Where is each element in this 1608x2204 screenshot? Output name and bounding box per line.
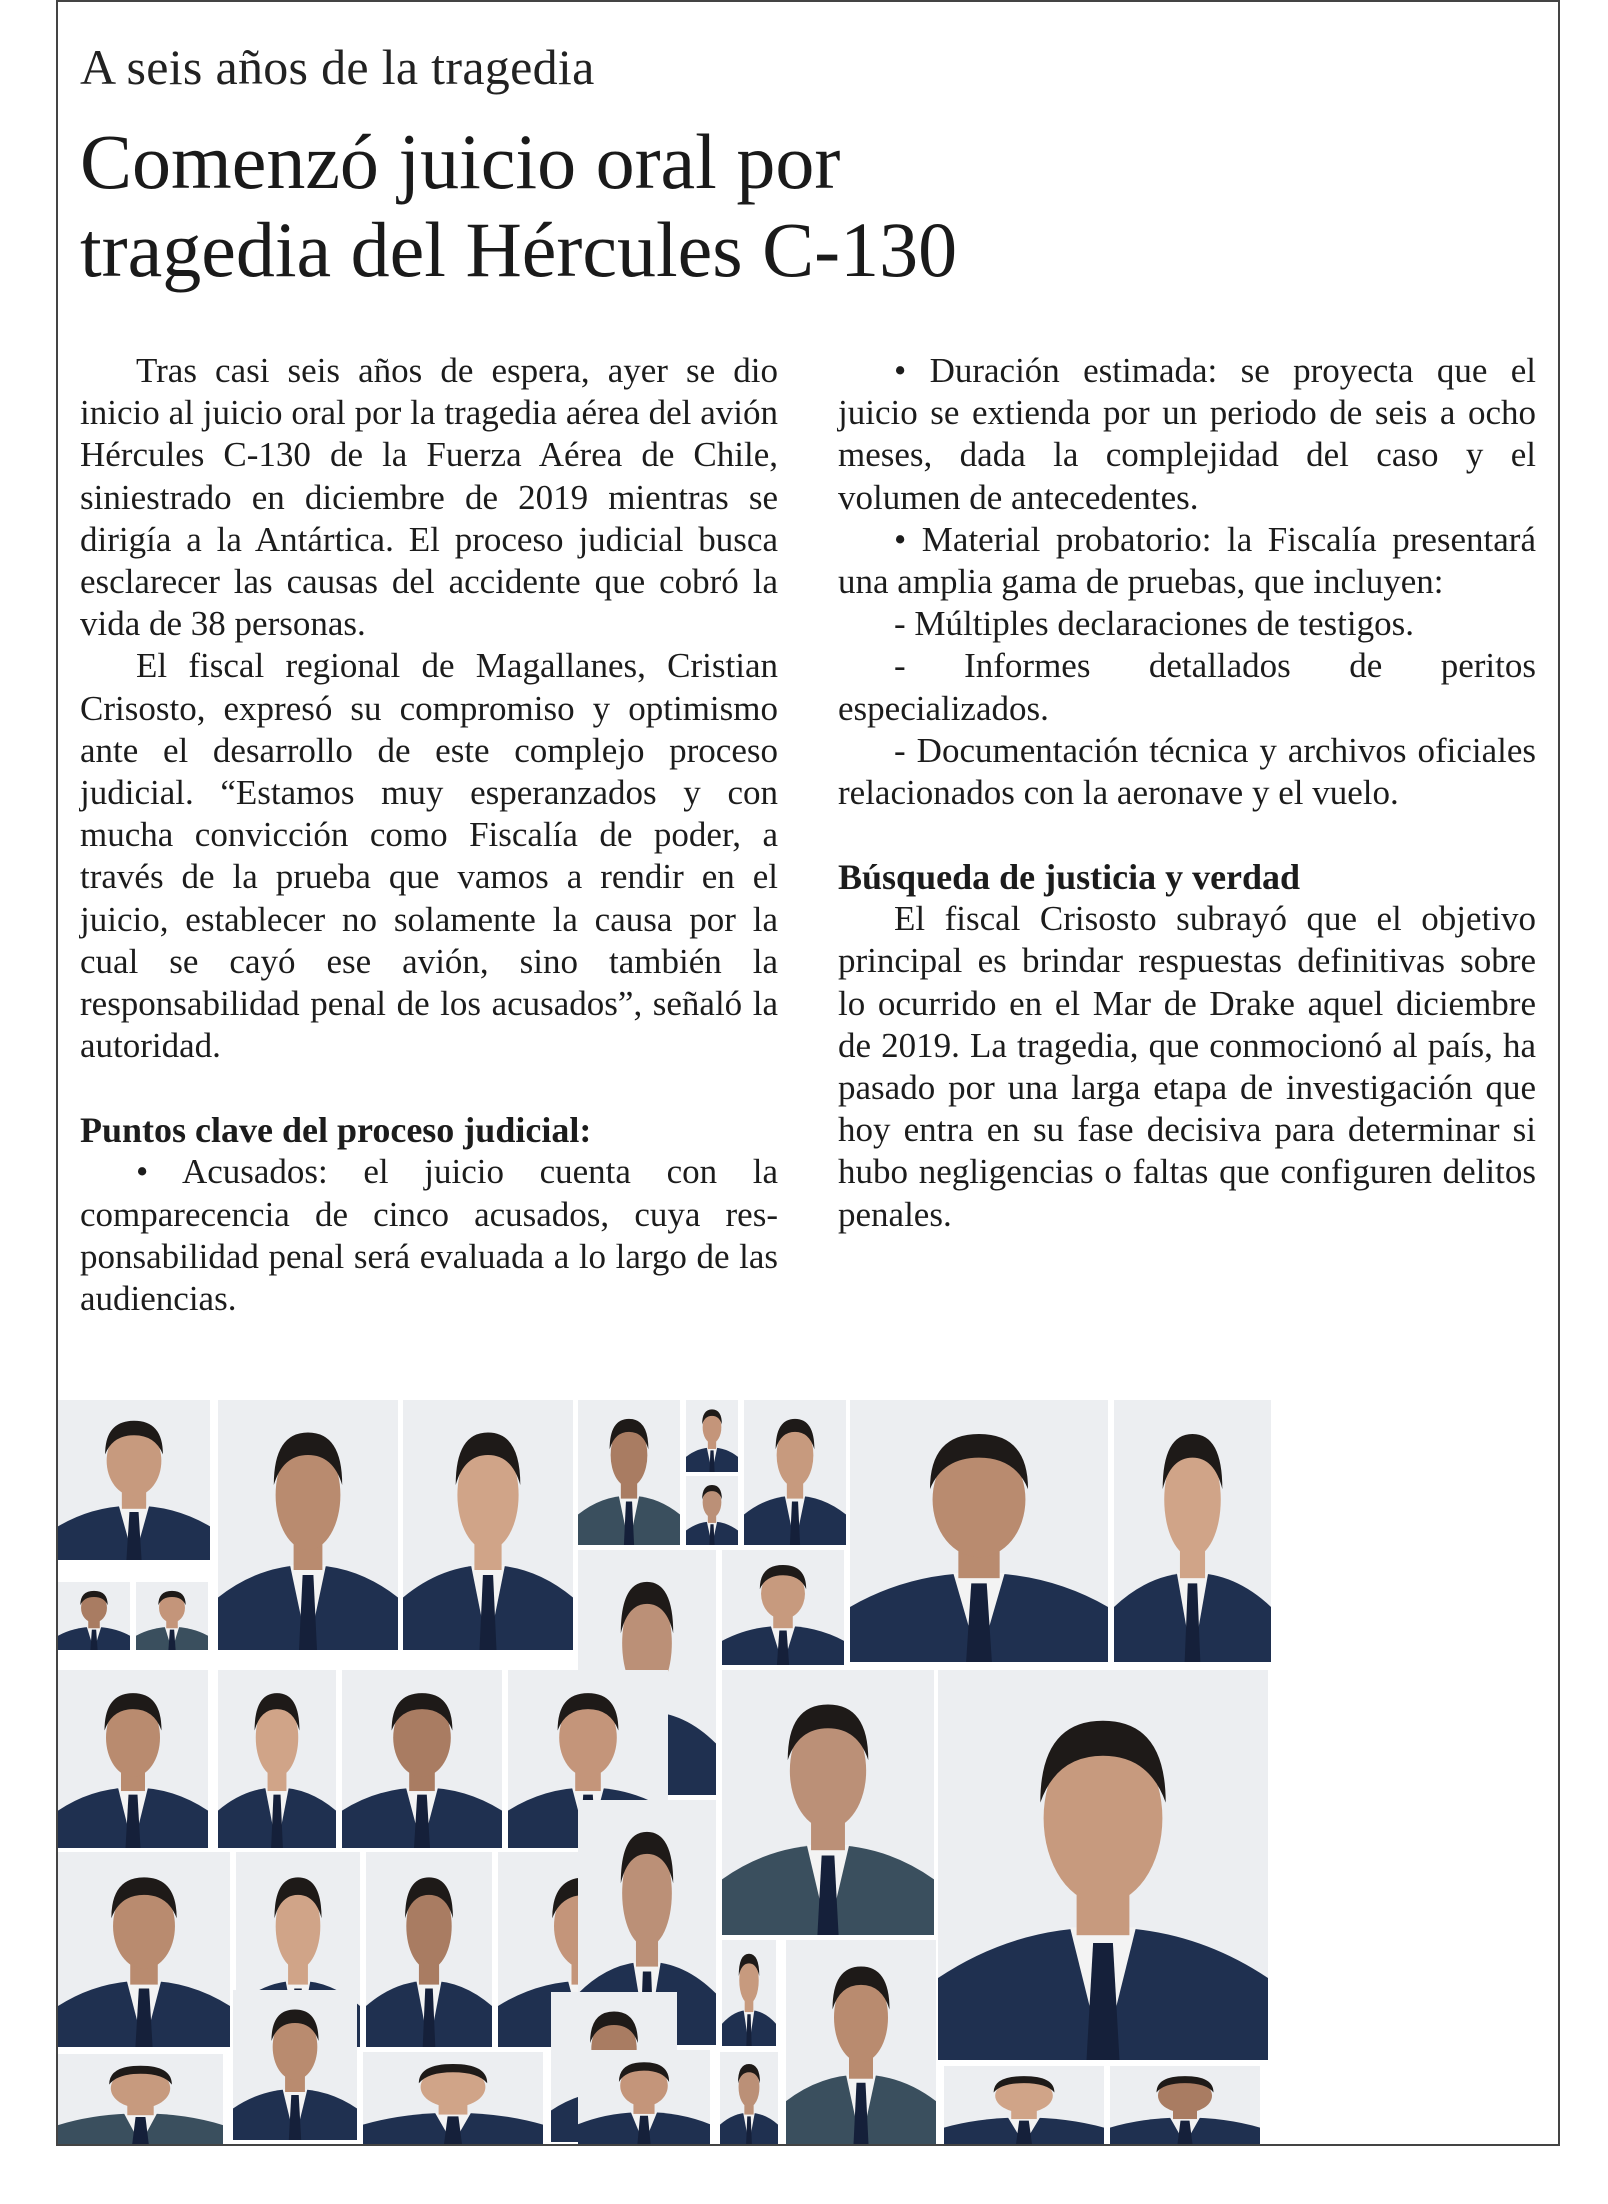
person-silhouette-icon [938, 1670, 1268, 2060]
portrait-photo [218, 1670, 336, 1848]
person-silhouette-icon [722, 1550, 844, 1665]
portrait-photo [403, 1400, 573, 1650]
person-silhouette-icon [136, 1582, 208, 1650]
sub-bullet: - Múltiples declaraciones de testigos. [894, 604, 1414, 644]
person-silhouette-icon [58, 1582, 130, 1650]
headline-line-2: tragedia del Hércules C-130 [80, 206, 958, 293]
person-silhouette-icon [403, 1400, 573, 1650]
portrait-photo [342, 1670, 502, 1848]
sub-bullet: - Documentación técnica y archivos oficiales relacionados con la aeronave y el vuelo. [838, 730, 1536, 813]
portrait-photo [1110, 2066, 1260, 2144]
person-silhouette-icon [218, 1670, 336, 1848]
article-headline [80, 118, 1520, 294]
person-silhouette-icon [58, 1670, 208, 1848]
portrait-photo [786, 1940, 936, 2144]
portrait-photo [58, 1852, 230, 2047]
article-kicker: A seis años de la tragedia [80, 39, 595, 95]
person-silhouette-icon [1114, 1400, 1271, 1662]
portrait-photo [136, 1582, 208, 1650]
person-silhouette-icon [720, 2052, 778, 2144]
person-silhouette-icon [744, 1400, 846, 1545]
person-silhouette-icon [233, 1990, 357, 2140]
portrait-photo [722, 1940, 776, 2046]
portrait-photo [722, 1670, 934, 1935]
portrait-photo [58, 1400, 210, 1560]
portrait-photo [744, 1400, 846, 1545]
headline-line-1: Comenzó juicio oral por [80, 118, 841, 205]
portrait-photo [938, 1670, 1268, 2060]
paragraph: El fiscal Crisosto subrayó que el objetivo principal es brindar respuestas definitivas sobre lo ocurrido en el Mar de Drake aquel diciembre de 2019. La tragedia, que conmocionó al país, ha pasado por una larga etapa de investigación que hoy entra en su fase decisiva para determinar si hubo negligencias o faltas que configuren delitos penales. [838, 899, 1536, 1234]
paragraph: Tras casi seis años de espera, ayer se dio inicio al juicio oral por la tragedia aérea del avión Hércules C-130 de la Fuerza Aérea de Chile, siniestrado en diciembre de 2019 mientras se dirigía a la Antártica. El proceso judicial busca esclarecer las causas del accidente que cobró la vida de 38 personas. [80, 351, 778, 644]
person-silhouette-icon [722, 1670, 934, 1935]
paragraph: El fiscal regional de Magallanes, Cristian Crisosto, expresó su compromiso y optimismo ante el desarrollo de este complejo proceso judicial. “Estamos muy esperanzados y con mucha convicción como Fiscalía de poder, a través de la prueba que vamos a rendir en el juicio, establecer no solamente la causa por la cual se cayó ese avión, sino también la responsabilidad penal de los acusados”, señaló la autoridad. [80, 646, 778, 1066]
portrait-photo [366, 1852, 492, 2047]
person-silhouette-icon [366, 1852, 492, 2047]
bullet-paragraph: • Acusados: el juicio cuenta con la comparecencia de cinco acusados, cuya responsabilidad penal será evaluada a lo largo de las audiencias. [80, 1152, 778, 1319]
person-silhouette-icon [218, 1400, 398, 1650]
subheading: Búsqueda de justicia y verdad [838, 857, 1301, 898]
bullet-paragraph: • Duración estimada: se proyecta que el juicio se extienda por un periodo de seis a ocho meses, dada la complejidad del caso y el volumen de antecedentes. [838, 351, 1536, 517]
portrait-photo [686, 1476, 738, 1545]
portrait-photo [722, 1550, 844, 1665]
sub-bullet: - Informes detallados de peritos especializados. [838, 646, 1536, 728]
portrait-photo [58, 1670, 208, 1848]
article-column-left [80, 350, 778, 1320]
portrait-photo [686, 1400, 738, 1472]
person-silhouette-icon [578, 1400, 680, 1545]
portrait-photo [1114, 1400, 1271, 1662]
person-silhouette-icon [58, 2054, 223, 2144]
person-silhouette-icon [1110, 2066, 1260, 2144]
person-silhouette-icon [850, 1400, 1108, 1662]
portrait-photo [720, 2052, 778, 2144]
person-silhouette-icon [722, 1940, 776, 2046]
article-column-right [838, 350, 1536, 1236]
portrait-photo [233, 1990, 357, 2140]
portrait-photo [850, 1400, 1108, 1662]
person-silhouette-icon [786, 1940, 936, 2144]
person-silhouette-icon [58, 1400, 210, 1560]
portrait-gallery [58, 1400, 1558, 2144]
portrait-photo [58, 1582, 130, 1650]
person-silhouette-icon [342, 1670, 502, 1848]
person-silhouette-icon [944, 2066, 1104, 2144]
portrait-photo [58, 2054, 223, 2144]
subheading: Puntos clave del proceso judicial: [80, 1110, 592, 1151]
person-silhouette-icon [686, 1476, 738, 1545]
person-silhouette-icon [686, 1400, 738, 1472]
portrait-photo [218, 1400, 398, 1650]
portrait-photo [363, 2052, 543, 2144]
bullet-paragraph: • Material probatorio: la Fiscalía presentará una amplia gama de pruebas, que incluyen: [838, 519, 1536, 602]
person-silhouette-icon [578, 2050, 710, 2144]
portrait-photo [578, 1400, 680, 1545]
person-silhouette-icon [363, 2052, 543, 2144]
person-silhouette-icon [58, 1852, 230, 2047]
portrait-photo [578, 2050, 710, 2144]
portrait-photo [944, 2066, 1104, 2144]
